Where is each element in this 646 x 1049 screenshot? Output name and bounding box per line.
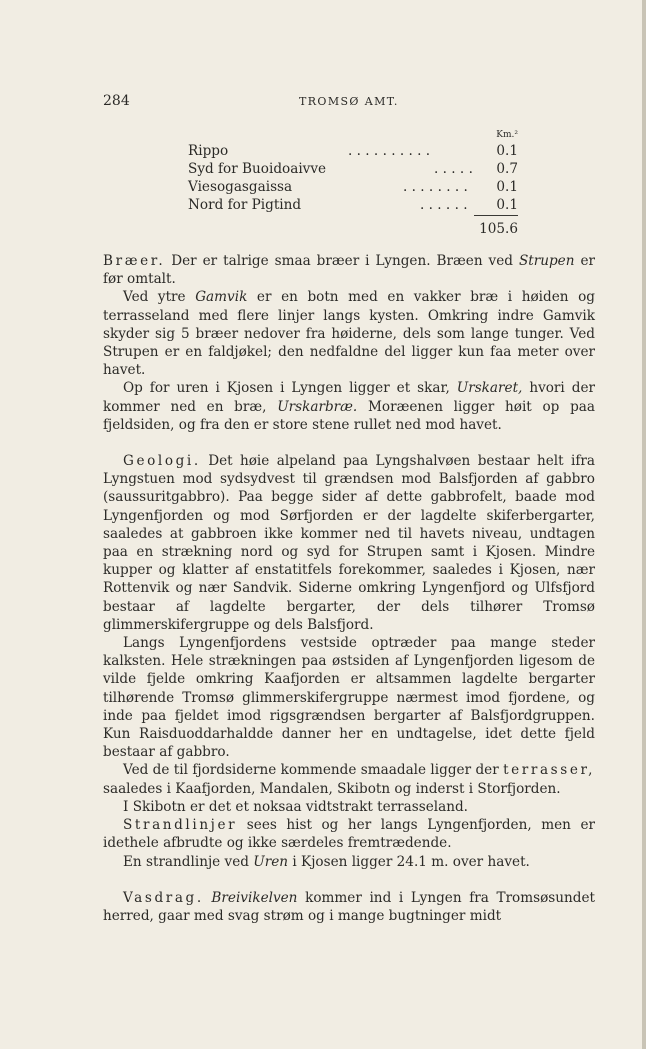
paragraph-vasdrag: Vasdrag. Breivikelven kommer ind i Lyngen fra Tromsøsundet herred, gaar med svag strøm og i mange bugtninger midt bbox=[103, 889, 595, 924]
spaced-term: terrasser, bbox=[503, 762, 595, 779]
paragraph: Op for uren i Kjosen i Lyngen ligger et skar, Urskaret, hvori der kommer ned en bræ, Urskarbræ. Moræenen ligger høit op paa fjeldsiden, og fra den er store stene rullet ned mod havet. bbox=[103, 380, 595, 433]
paragraph-geologi: Geologi. Det høie alpeland paa Lyngshalvøen bestaar helt ifra Lyngstuen mod sydsydvest til grændsen mod Balsfjorden af gabbro (saussuritgabbro). Paa begge sider af dette gabbrofelt, baade mod Lyngenfjorden og mod Sørfjorden er der lagdelte skiferbergarter, saaledes at gabbroen ikke kommer ned til havets niveau, undtagen paa en strækning nord og syd for Strupen samt i Kjosen. Mindre kupper og klatter af enstatitfels forekommer, saaledes i Kjosen, nær Rottenvik og nær Sandvik. Siderne omkring Lyngenfjord og Ulfsfjord bestaar af lagdelte bergarter, der dels tilhører Tromsø glimmerskifergruppe og dels Balsfjord. bbox=[103, 453, 595, 633]
paragraph: Ved de til fjordsiderne kommende smaadale ligger der terrasser, saaledes i Kaafjorden, Mandalen, Skibotn og inderst i Storfjorden. bbox=[103, 762, 595, 797]
section-heading: Bræer. bbox=[103, 253, 166, 269]
sum-rule bbox=[474, 215, 518, 216]
row-name: Nord for Pigtind bbox=[188, 197, 302, 213]
leader-dots: . . . . . . bbox=[420, 197, 468, 213]
row-name: Viesogasgaissa bbox=[188, 179, 293, 195]
leader-dots: . . . . . bbox=[434, 161, 473, 177]
table-row bbox=[188, 178, 518, 196]
river-name: Breivikelven bbox=[211, 889, 298, 906]
unit-label: Km.² bbox=[496, 130, 518, 140]
body-text bbox=[103, 252, 595, 925]
spaced-term: Strandlinjer bbox=[123, 817, 238, 834]
paragraph: En strandlinje ved Uren i Kjosen ligger 24.1 m. over havet. bbox=[123, 853, 530, 870]
paragraph: Strandlinjer sees hist og her langs Lyngenfjorden, men er idethele afbrudte og ikke særdeles fremtrædende. bbox=[103, 817, 595, 852]
place-name: Gamvik bbox=[195, 289, 248, 306]
table-row bbox=[188, 142, 518, 160]
row-name: Rippo bbox=[188, 143, 229, 159]
paragraph-braeer: Bræer. Der er talrige smaa bræer i Lyngen. Bræen ved Strupen er før omtalt. bbox=[103, 253, 595, 288]
place-name: Urskaret, bbox=[456, 380, 523, 397]
leader-dots: . . . . . . . . bbox=[403, 179, 468, 195]
row-value: 0.1 bbox=[496, 197, 518, 213]
row-value: 0.1 bbox=[496, 143, 518, 159]
leader-dots: . . . . . . . . . . bbox=[348, 143, 431, 159]
table-total: 105.6 bbox=[479, 221, 518, 237]
paragraph: Langs Lyngenfjordens vestside optræder paa mange steder kalksten. Hele strækningen paa østsiden af Lyngenfjorden ligesom de vilde fjelde omkring Kaafjorden er altsammen lagdelte bergarter tilhørende Tromsø glimmerskifergruppe nærmest imod fjordene, og inde paa fjeldet imod rigsgrændsen bergarter af Balsfjordgruppen. Kun Raisduoddarhaldde danner her en undtagelse, idet dette fjeld bestaar af gabbro. bbox=[103, 635, 595, 761]
table-row bbox=[188, 160, 518, 178]
paragraph: Ved ytre Gamvik er en botn med en vakker bræ i høiden og terrasseland med flere linjer langs kysten. Omkring indre Gamvik skyder sig 5 bræer nedover fra høiderne, dels som lange tunger. Ved Strupen er en faldjøkel; den nedfaldne del ligger kun faa meter over havet. bbox=[103, 289, 595, 379]
row-name: Syd for Buoidoaivve bbox=[188, 161, 327, 177]
row-value: 0.1 bbox=[496, 179, 518, 195]
running-head: TROMSØ AMT. bbox=[299, 95, 399, 108]
place-name: Uren bbox=[253, 853, 289, 870]
row-value: 0.7 bbox=[496, 161, 518, 177]
page-edge bbox=[642, 0, 646, 1049]
page-header bbox=[103, 92, 595, 110]
section-heading: Vasdrag. bbox=[123, 889, 204, 906]
paragraph: I Skibotn er det et noksaa vidtstrakt terrasseland. bbox=[123, 798, 469, 815]
page-number: 284 bbox=[103, 93, 130, 109]
section-heading: Geologi. bbox=[123, 453, 201, 470]
place-name: Strupen bbox=[518, 253, 575, 269]
table-row bbox=[188, 196, 518, 214]
place-name: Urskarbræ. bbox=[277, 398, 358, 415]
